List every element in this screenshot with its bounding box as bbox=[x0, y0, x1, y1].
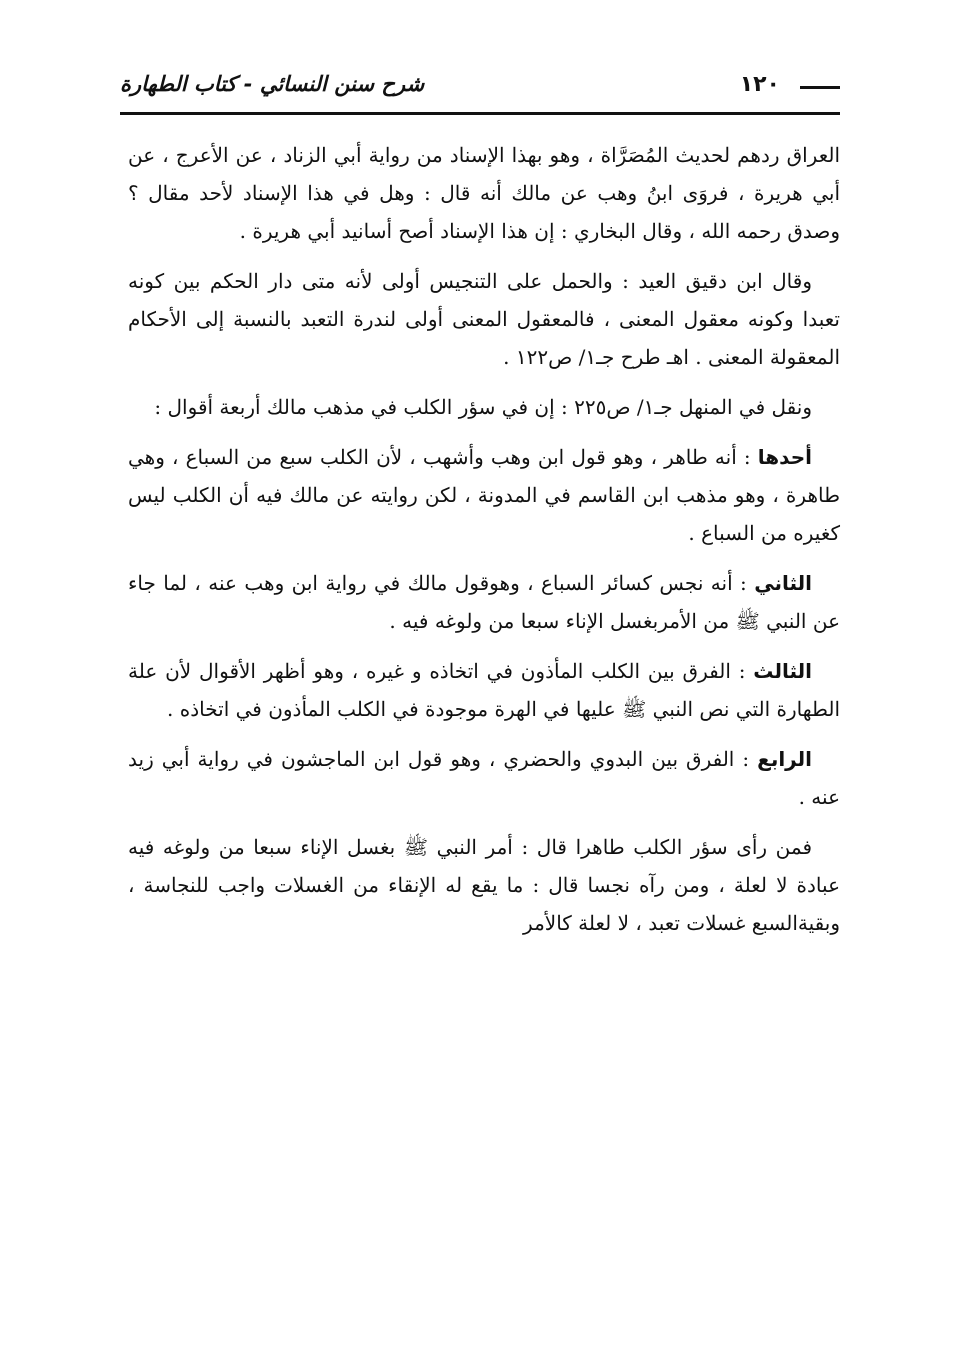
paragraph-continuation: العراق ردهم لحديث المُصَرَّاة ، وهو بهذا الإسناد من رواية أبي الزناد ، عن الأعرج ، عن أبي هريرة ، فروَى ابنُ وهب عن مالك أنه قال : وهل في هذا الإسناد لأحد مقال ؟ وصدق رحمه الله ، وقال البخاري : إن هذا الإسناد أصح أسانيد أبي هريرة . bbox=[128, 143, 840, 243]
header-rule bbox=[120, 112, 840, 115]
opinion-second bbox=[128, 564, 840, 640]
opinion-second-text: : أنه نجس كسائر السباع ، وهوقول مالك في رواية ابن وهب عنه ، لما جاء عن النبي ﷺ من الأمربغسل الإناء سبعا من ولوغه فيه . bbox=[128, 571, 840, 633]
opinion-third bbox=[128, 652, 840, 728]
paragraph-closing: فمن رأى سؤر الكلب طاهرا قال : أمر النبي ﷺ بغسل الإناء سبعا من ولوغه فيه عبادة لا لعلة ، ومن رآه نجسا قال : ما يقع له الإنقاء من الغسلات واجب للنجاسة ، وبقيةالسبع غسلات تعبد ، لا لعلة كالأمر bbox=[128, 835, 840, 935]
paragraph-ibn-daqiq: وقال ابن دقيق العيد : والحمل على التنجيس أولى لأنه متى دار الحكم بين كونه تعبدا وكونه معقول المعنى ، فالمعقول المعنى أولى لندرة التعبد بالنسبة إلى الأحكام المعقولة المعنى . اهـ طرح جـ١/ ص١٢٢ . bbox=[128, 269, 840, 369]
opinion-fourth-text: : الفرق بين البدوي والحضري ، وهو قول ابن الماجشون في رواية أبي زيد عنه . bbox=[128, 747, 840, 809]
opinion-first-text: : أنه طاهر ، وهو قول ابن وهب وأشهب ، لأن الكلب سبع من السباع ، وهي طاهرة ، وهو مذهب ابن القاسم في المدونة ، لكن روايته عن مالك فيه أن الكلب ليس كغيره من السباع . bbox=[128, 445, 840, 545]
page-body bbox=[128, 136, 840, 954]
page-number: ١٢٠ bbox=[739, 72, 780, 97]
opinion-first-lead: أحدها bbox=[757, 445, 812, 469]
opinion-fourth-lead: الرابع bbox=[757, 747, 812, 771]
running-title: شرح سنن النسائي - كتاب الطهارة bbox=[120, 72, 425, 96]
opinion-third-text: : الفرق بين الكلب المأذون في اتخاذه و غيره ، وهو أظهر الأقوال لأن علة الطهارة التي نص النبي ﷺ عليها في الهرة موجودة في الكلب المأذون في اتخاذه . bbox=[128, 659, 840, 721]
opinion-fourth bbox=[128, 740, 840, 816]
opinion-first bbox=[128, 438, 840, 552]
page-number-dash bbox=[800, 86, 840, 89]
opinion-second-lead: الثاني bbox=[754, 571, 812, 595]
paragraph-manhal: ونقل في المنهل جـ١/ ص٢٢٥ : إن في سؤر الكلب في مذهب مالك أربعة أقوال : bbox=[154, 395, 812, 419]
page-header bbox=[120, 72, 840, 118]
opinion-third-lead: الثالث bbox=[753, 659, 812, 683]
